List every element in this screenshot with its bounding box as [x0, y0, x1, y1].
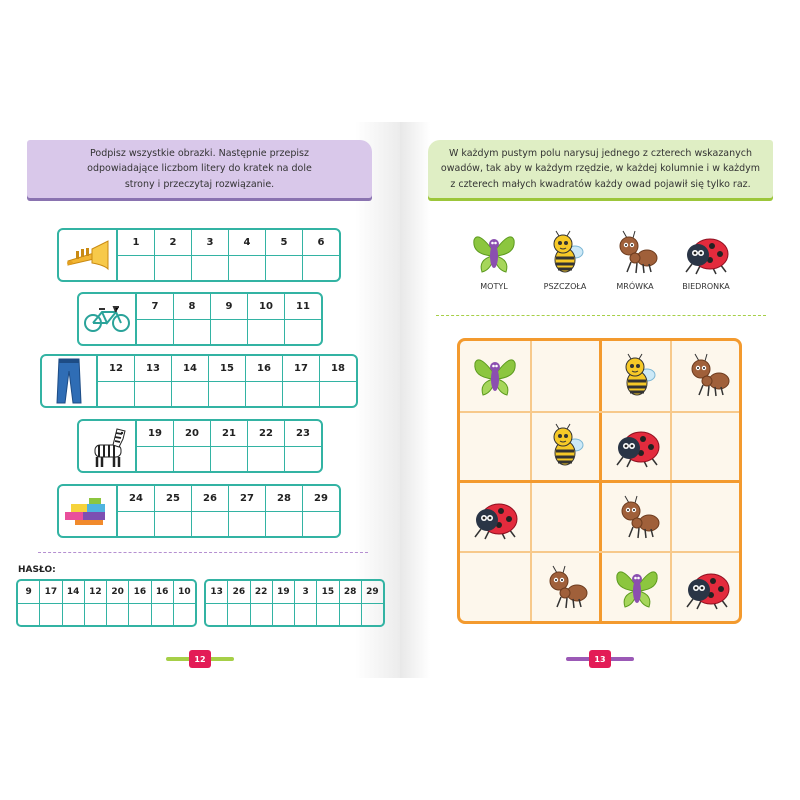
- word-row-bicycle: [77, 292, 323, 346]
- letter-box[interactable]: [211, 320, 247, 344]
- password-number: 22: [251, 581, 272, 604]
- word-row-trousers: [40, 354, 358, 408]
- grid-cell-empty[interactable]: [672, 483, 742, 553]
- legend-label: MRÓWKA: [616, 282, 654, 291]
- password-letter-box[interactable]: [174, 604, 195, 625]
- letter-number: 15: [209, 356, 245, 382]
- letter-number: 28: [266, 486, 302, 512]
- password-letter-box[interactable]: [40, 604, 61, 625]
- letter-box[interactable]: [118, 512, 154, 536]
- password-number: 10: [174, 581, 195, 604]
- left-instruction-text: Podpisz wszystkie obrazki. Następnie przepisz odpowiadające liczbom litery do kratek na dole strony i przeczytaj rozwiązanie.: [87, 147, 312, 190]
- letter-number: 23: [285, 421, 321, 447]
- right-instruction-text: W każdym pustym polu narysuj jednego z czterech wskazanych owadów, tak aby w każdym rzędzie, w każdej kolumnie i w każdym z czterech małych kwadratów każdy owad pojawił się tylko raz.: [440, 147, 761, 190]
- bee-icon: [615, 353, 659, 399]
- letter-box[interactable]: [320, 382, 356, 406]
- letter-number: 26: [192, 486, 228, 512]
- letter-number: 22: [248, 421, 284, 447]
- grid-cell-butterfly: [460, 341, 530, 411]
- grid-cell-butterfly: [602, 553, 672, 623]
- letter-box[interactable]: [174, 320, 210, 344]
- row-cells: [98, 356, 356, 406]
- word-row-zebra: [77, 419, 323, 473]
- grid-cell-ladybug: [602, 411, 672, 481]
- password-number: 12: [85, 581, 106, 604]
- password-number: 16: [152, 581, 173, 604]
- letter-box[interactable]: [303, 256, 339, 280]
- insect-sudoku-grid: [457, 338, 742, 624]
- letter-number: 19: [137, 421, 173, 447]
- page-number: 12: [189, 650, 211, 668]
- word-row-blocks: [57, 484, 341, 538]
- left-instruction-box: [27, 140, 372, 198]
- row-cells: [137, 294, 321, 344]
- letter-number: 3: [192, 230, 228, 256]
- letter-box[interactable]: [174, 447, 210, 471]
- legend-bee: [525, 230, 605, 291]
- letter-box[interactable]: [137, 320, 173, 344]
- letter-number: 2: [155, 230, 191, 256]
- password-letter-box[interactable]: [317, 604, 338, 625]
- letter-box[interactable]: [211, 447, 247, 471]
- letter-box[interactable]: [155, 256, 191, 280]
- password-number: 26: [228, 581, 249, 604]
- password-number: 20: [107, 581, 128, 604]
- letter-number: 1: [118, 230, 154, 256]
- letter-box[interactable]: [248, 447, 284, 471]
- letter-number: 6: [303, 230, 339, 256]
- letter-number: 24: [118, 486, 154, 512]
- password-letter-box[interactable]: [340, 604, 361, 625]
- word-row-trumpet: [57, 228, 341, 282]
- letter-number: 17: [283, 356, 319, 382]
- row-cells: [118, 486, 339, 536]
- grid-cell-ladybug: [672, 553, 742, 623]
- grid-cell-empty[interactable]: [460, 411, 530, 481]
- grid-cell-ladybug: [460, 483, 530, 553]
- letter-box[interactable]: [137, 447, 173, 471]
- letter-box[interactable]: [246, 382, 282, 406]
- bicycle-icon: [79, 294, 137, 344]
- letter-box[interactable]: [285, 447, 321, 471]
- letter-box[interactable]: [266, 512, 302, 536]
- password-letter-box[interactable]: [295, 604, 316, 625]
- password-number: 28: [340, 581, 361, 604]
- password-label: HASŁO:: [18, 565, 56, 575]
- letter-box[interactable]: [303, 512, 339, 536]
- grid-cell-empty[interactable]: [530, 483, 600, 553]
- password-box-1: [16, 579, 197, 627]
- password-letter-box[interactable]: [206, 604, 227, 625]
- letter-box[interactable]: [285, 320, 321, 344]
- ant-icon: [611, 230, 659, 276]
- letter-number: 13: [135, 356, 171, 382]
- legend-butterfly: [454, 230, 534, 291]
- password-number: 3: [295, 581, 316, 604]
- row-cells: [118, 230, 339, 280]
- grid-cell-empty[interactable]: [460, 553, 530, 623]
- letter-number: 11: [285, 294, 321, 320]
- row-cells: [137, 421, 321, 471]
- letter-number: 21: [211, 421, 247, 447]
- legend-ant: [595, 230, 675, 291]
- letter-box[interactable]: [283, 382, 319, 406]
- divider: [436, 315, 766, 316]
- password-number: 13: [206, 581, 227, 604]
- ladybug-icon: [471, 495, 519, 541]
- password-letter-box[interactable]: [228, 604, 249, 625]
- letter-box[interactable]: [209, 382, 245, 406]
- zebra-icon: [79, 421, 137, 471]
- letter-number: 27: [229, 486, 265, 512]
- password-number: 9: [18, 581, 39, 604]
- legend-label: MOTYL: [480, 282, 508, 291]
- legend-label: PSZCZOŁA: [543, 282, 587, 291]
- password-letter-box[interactable]: [251, 604, 272, 625]
- bee-icon: [543, 230, 587, 276]
- butterfly-icon: [471, 353, 519, 399]
- ladybug-icon: [613, 423, 661, 469]
- ant-icon: [541, 565, 589, 611]
- letter-box[interactable]: [98, 382, 134, 406]
- password-letter-box[interactable]: [129, 604, 150, 625]
- butterfly-icon: [470, 230, 518, 276]
- password-number: 17: [40, 581, 61, 604]
- password-letter-box[interactable]: [85, 604, 106, 625]
- trousers-icon: [42, 356, 98, 406]
- legend-label: BIEDRONKA: [682, 282, 730, 291]
- password-letter-box[interactable]: [152, 604, 173, 625]
- letter-box[interactable]: [229, 512, 265, 536]
- letter-box[interactable]: [135, 382, 171, 406]
- trumpet-icon: [59, 230, 118, 280]
- letter-number: 29: [303, 486, 339, 512]
- letter-box[interactable]: [248, 320, 284, 344]
- password-letter-box[interactable]: [63, 604, 84, 625]
- letter-box[interactable]: [229, 256, 265, 280]
- letter-number: 20: [174, 421, 210, 447]
- letter-box[interactable]: [192, 512, 228, 536]
- grid-cell-empty[interactable]: [672, 411, 742, 481]
- password-letter-box[interactable]: [273, 604, 294, 625]
- password-number: 19: [273, 581, 294, 604]
- legend-ladybug: [666, 230, 746, 291]
- divider: [38, 552, 368, 553]
- letter-number: 25: [155, 486, 191, 512]
- password-number: 14: [63, 581, 84, 604]
- letter-box[interactable]: [155, 512, 191, 536]
- grid-cell-ant: [602, 483, 672, 553]
- password-number: 29: [362, 581, 383, 604]
- right-page: [400, 122, 800, 678]
- grid-cell-ant: [672, 341, 742, 411]
- ladybug-icon: [682, 230, 730, 276]
- grid-cell-bee: [530, 411, 600, 481]
- password-letter-box[interactable]: [362, 604, 383, 625]
- letter-box[interactable]: [118, 256, 154, 280]
- left-page: [0, 122, 400, 678]
- letter-box[interactable]: [266, 256, 302, 280]
- letter-number: 5: [266, 230, 302, 256]
- butterfly-icon: [613, 565, 661, 611]
- ladybug-icon: [683, 565, 731, 611]
- letter-number: 12: [98, 356, 134, 382]
- bee-icon: [543, 423, 587, 469]
- letter-number: 18: [320, 356, 356, 382]
- letter-number: 8: [174, 294, 210, 320]
- ant-icon: [683, 353, 731, 399]
- ant-icon: [613, 495, 661, 541]
- letter-number: 7: [137, 294, 173, 320]
- page-number: 13: [589, 650, 611, 668]
- password-letter-box[interactable]: [107, 604, 128, 625]
- right-instruction-box: [428, 140, 773, 198]
- letter-number: 9: [211, 294, 247, 320]
- password-number: 16: [129, 581, 150, 604]
- password-number: 15: [317, 581, 338, 604]
- letter-number: 4: [229, 230, 265, 256]
- letter-number: 14: [172, 356, 208, 382]
- password-box-2: [204, 579, 385, 627]
- letter-number: 16: [246, 356, 282, 382]
- password-letter-box[interactable]: [18, 604, 39, 625]
- letter-box[interactable]: [172, 382, 208, 406]
- grid-cell-empty[interactable]: [530, 341, 600, 411]
- letter-box[interactable]: [192, 256, 228, 280]
- letter-number: 10: [248, 294, 284, 320]
- grid-cell-bee: [602, 341, 672, 411]
- grid-cell-ant: [530, 553, 600, 623]
- blocks-icon: [59, 486, 118, 536]
